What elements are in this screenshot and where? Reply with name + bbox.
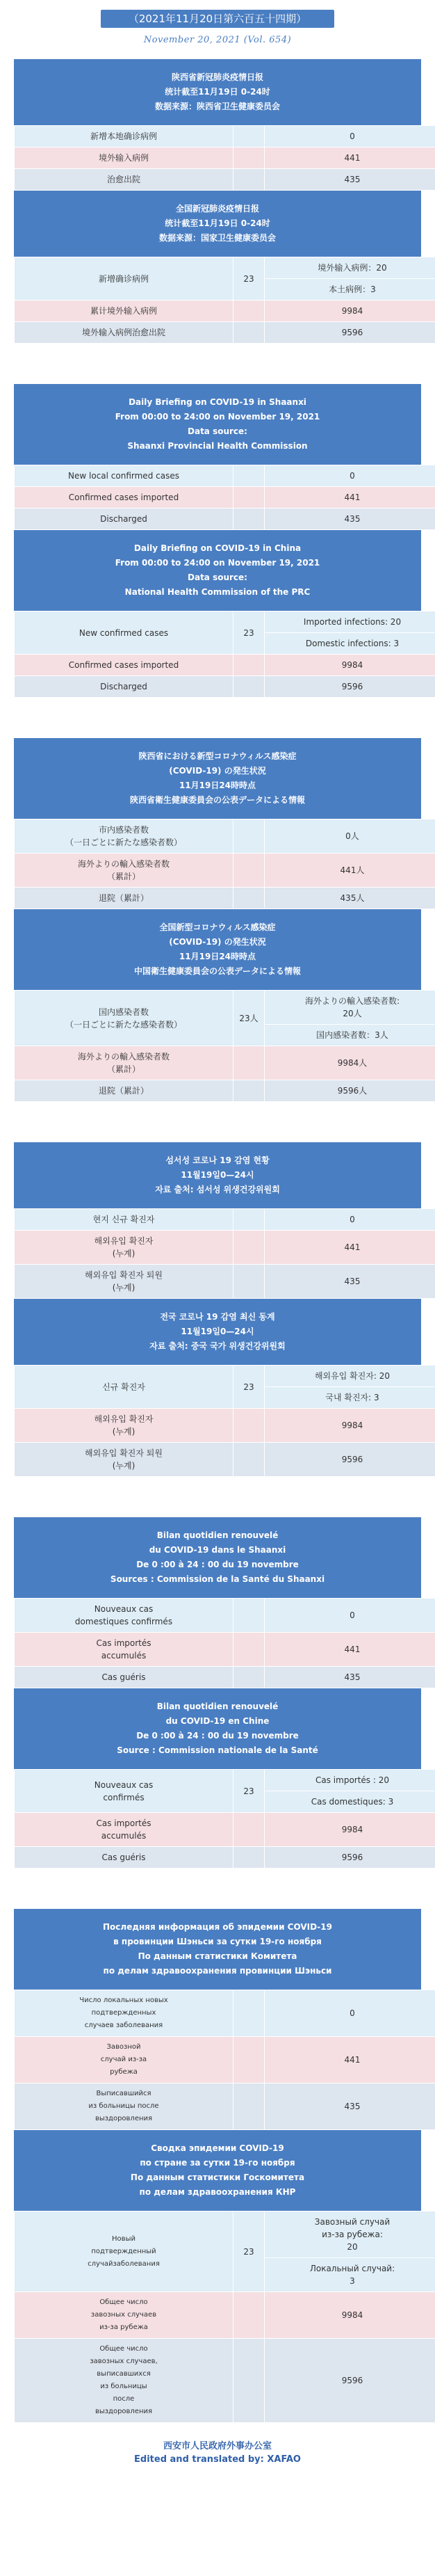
row-label: 현지 신규 확진자 <box>15 1209 233 1231</box>
row-value: 441 <box>265 487 435 509</box>
header-line: Daily Briefing on COVID-19 in China <box>133 543 302 553</box>
shaanxi-header <box>14 738 421 819</box>
issue-line: November 20, 2021 (Vol. 654) <box>143 35 292 45</box>
new-cases-total: 23 <box>233 611 265 655</box>
new-cases-total: 23 <box>233 1366 265 1409</box>
table-row <box>15 301 435 322</box>
header-line: From 00:00 to 24:00 on November 19, 2021 <box>115 558 320 568</box>
header-line: Сводка эпидемии COVID-19 <box>151 2143 284 2153</box>
header-line: 全国新冠肺炎疫情日报 <box>175 204 259 214</box>
section-fr <box>14 1517 421 1869</box>
china-table <box>14 1365 435 1477</box>
table-row <box>15 1813 435 1847</box>
header-line: 陝西省における新型コロナウィルス感染症 <box>138 751 297 761</box>
header-line: 陕西省新冠肺炎疫情日报 <box>171 72 263 82</box>
domestic-cases: Domestic infections: 3 <box>265 633 435 655</box>
table-row <box>15 126 435 147</box>
table-row <box>15 1080 435 1102</box>
header-line: du COVID-19 en Chine <box>165 1716 270 1726</box>
row-value: 0 <box>265 465 435 487</box>
row-value: 9984 <box>265 1813 435 1847</box>
imported-cases: Imported infections: 20 <box>265 611 435 633</box>
row-spacer <box>233 1209 265 1231</box>
shaanxi-table <box>14 1208 435 1299</box>
imported-cases: 海外よりの輸入感染者数: 20人 <box>265 991 435 1025</box>
row-spacer <box>233 819 265 854</box>
bulletin-content <box>0 59 435 2423</box>
china-header <box>14 909 421 990</box>
header-line: Data source: <box>188 573 247 582</box>
footer-credit: Edited and translated by: XAFAO <box>134 2454 301 2465</box>
header-line: 数据来源：陕西省卫生健康委员会 <box>154 102 280 111</box>
row-spacer <box>233 888 265 909</box>
header-line: Bilan quotidien renouvelé <box>156 1702 279 1711</box>
row-value: 441 <box>265 2037 435 2083</box>
table-row <box>15 676 435 698</box>
section-zh <box>14 59 421 344</box>
header-line: National Health Commission of the PRC <box>124 587 311 597</box>
table-row <box>15 991 435 1025</box>
shaanxi-header <box>14 384 421 465</box>
new-cases-label: Новый подтвержденный случайзаболевания <box>15 2211 233 2292</box>
row-spacer <box>233 655 265 676</box>
china-table <box>14 990 435 1102</box>
row-spacer <box>233 301 265 322</box>
shaanxi-header <box>14 59 421 125</box>
china-table <box>14 1769 435 1869</box>
row-label: 新增本地确诊病例 <box>15 126 233 147</box>
row-value: 9596人 <box>265 1080 435 1102</box>
row-value: 9596 <box>265 1847 435 1869</box>
date-banner: （2021年11月20日第六百五十四期） <box>101 10 334 28</box>
footer-office: 西安市人民政府外事办公室 <box>163 2441 272 2451</box>
row-spacer <box>233 1265 265 1299</box>
row-value: 435 <box>265 1667 435 1688</box>
row-spacer <box>233 1409 265 1443</box>
header-line: 11월19일0—24시 <box>181 1170 254 1180</box>
table-row <box>15 322 435 344</box>
row-spacer <box>233 854 265 888</box>
header-line: 统计截至11月19日 0-24时 <box>165 87 270 97</box>
row-value: 0 <box>265 1209 435 1231</box>
header-line: 섬서성 코로나 19 감염 현황 <box>165 1155 270 1165</box>
table-row <box>15 1209 435 1231</box>
row-spacer <box>233 2083 265 2130</box>
table-row <box>15 888 435 909</box>
header-line: From 00:00 to 24:00 on November 19, 2021 <box>115 412 320 422</box>
table-row <box>15 1667 435 1688</box>
china-header <box>14 530 421 611</box>
row-label: 境外输入病例 <box>15 147 233 169</box>
row-spacer <box>233 322 265 344</box>
header-line: в провинции Шэньси за сутки 19-го ноября <box>113 1937 322 1946</box>
table-row <box>15 1847 435 1869</box>
new-cases-total: 23 <box>233 257 265 301</box>
shaanxi-table <box>14 1598 435 1688</box>
row-spacer <box>233 487 265 509</box>
row-label: 市内感染者数 （一日ごとに新たな感染者数） <box>15 819 233 854</box>
header-line: Daily Briefing on COVID-19 in Shaanxi <box>129 397 306 407</box>
row-value: 441 <box>265 1231 435 1265</box>
row-spacer <box>233 1443 265 1477</box>
header-line: De 0 :00 à 24 : 00 du 19 novembre <box>136 1731 299 1741</box>
row-label: Завозной случай из-за рубежа <box>15 2037 233 2083</box>
row-value: 0 <box>265 126 435 147</box>
new-cases-total: 23 <box>233 2211 265 2292</box>
row-value: 441 <box>265 1633 435 1667</box>
header-line: 11月19日24時時点 <box>179 781 256 790</box>
row-spacer <box>233 1633 265 1667</box>
section-en <box>14 384 421 698</box>
imported-cases: 해외유입 확진자: 20 <box>265 1366 435 1387</box>
row-label: Cas guéris <box>15 1847 233 1869</box>
table-row <box>15 1046 435 1080</box>
header-line: Последняя информация об эпидемии COVID-19 <box>103 1922 332 1932</box>
shaanxi-table <box>14 125 435 191</box>
header-line: Source : Commission nationale de la Santé <box>117 1745 318 1755</box>
row-spacer <box>233 1080 265 1102</box>
china-header <box>14 1688 421 1769</box>
row-spacer <box>233 1813 265 1847</box>
table-row <box>15 509 435 530</box>
row-label: 해외유입 확진자 퇴원 (누계) <box>15 1265 233 1299</box>
table-row <box>15 854 435 888</box>
table-row <box>15 2037 435 2083</box>
header-line: 中国衛生健康委員会の公表データによる情報 <box>133 966 301 976</box>
header-line: (COVID-19) の発生状況 <box>169 766 266 776</box>
row-value: 9596 <box>265 676 435 698</box>
header-line: 11월19일0—24시 <box>181 1327 254 1336</box>
row-value: 9984 <box>265 2292 435 2339</box>
row-value: 9596 <box>265 322 435 344</box>
row-value: 435人 <box>265 888 435 909</box>
row-spacer <box>233 2339 265 2423</box>
header-line: по делам здравоохранения КНР <box>139 2187 296 2197</box>
section-gap <box>0 344 435 384</box>
row-label: 退院（累計） <box>15 1080 233 1102</box>
china-header <box>14 2130 421 2211</box>
new-cases-label: Nouveaux cas confirmés <box>15 1770 233 1813</box>
shaanxi-table <box>14 1990 435 2130</box>
row-value: 9984 <box>265 301 435 322</box>
row-label: Nouveaux cas domestiques confirmés <box>15 1599 233 1633</box>
row-label: 治愈出院 <box>15 169 233 191</box>
domestic-cases: 国内感染者数：3人 <box>265 1025 435 1046</box>
row-value: 435 <box>265 169 435 191</box>
header-line: По данным статистики Комитета <box>138 1951 297 1961</box>
section-gap <box>0 1477 435 1517</box>
row-spacer <box>233 126 265 147</box>
table-row <box>15 2211 435 2258</box>
row-label: 境外输入病例治愈出院 <box>15 322 233 344</box>
table-row <box>15 1443 435 1477</box>
table-row <box>15 2083 435 2130</box>
section-ko <box>14 1142 421 1477</box>
china-header <box>14 1299 421 1365</box>
domestic-cases: 국내 확진자: 3 <box>265 1387 435 1409</box>
table-row <box>15 1990 435 2037</box>
row-value: 9984 <box>265 655 435 676</box>
section-gap <box>0 698 435 738</box>
row-label: 海外よりの輸入感染者数 （累計） <box>15 854 233 888</box>
bulletin-page <box>0 10 435 2479</box>
row-label: Confirmed cases imported <box>15 487 233 509</box>
header-line: du COVID-19 dans le Shaanxi <box>149 1545 286 1555</box>
section-ja <box>14 738 421 1102</box>
row-spacer <box>233 1599 265 1633</box>
new-cases-label: 新增确诊病例 <box>15 257 233 301</box>
row-value: 441 <box>265 147 435 169</box>
section-gap <box>0 1869 435 1909</box>
table-row <box>15 147 435 169</box>
header-line: Shaanxi Provincial Health Commission <box>127 441 308 451</box>
header-line: по стране за сутки 19-го ноября <box>140 2158 295 2168</box>
new-cases-label: 신규 확진자 <box>15 1366 233 1409</box>
row-label: Cas importés accumulés <box>15 1633 233 1667</box>
row-value: 441人 <box>265 854 435 888</box>
header-line: По данным статистики Госкомитета <box>130 2173 305 2182</box>
section-ru <box>14 1909 421 2423</box>
row-spacer <box>233 1847 265 1869</box>
row-label: 退院（累計） <box>15 888 233 909</box>
header-line: (COVID-19) の発生状況 <box>169 937 266 947</box>
shaanxi-table <box>14 819 435 909</box>
shaanxi-header <box>14 1142 421 1208</box>
shaanxi-header <box>14 1517 421 1598</box>
table-row <box>15 1770 435 1791</box>
row-spacer <box>233 465 265 487</box>
table-row <box>15 465 435 487</box>
row-value: 0人 <box>265 819 435 854</box>
row-spacer <box>233 676 265 698</box>
imported-cases: Завозный случай из-за рубежа: 20 <box>265 2211 435 2258</box>
row-value: 0 <box>265 1599 435 1633</box>
header-line: 11月19日24時時点 <box>179 952 256 961</box>
footer <box>0 2438 435 2479</box>
row-spacer <box>233 509 265 530</box>
row-label: 해외유입 확진자 (누계) <box>15 1409 233 1443</box>
row-value: 0 <box>265 1990 435 2037</box>
table-row <box>15 487 435 509</box>
row-value: 435 <box>265 1265 435 1299</box>
row-label: Discharged <box>15 509 233 530</box>
new-cases-total: 23人 <box>233 991 265 1046</box>
table-row <box>15 2292 435 2339</box>
row-label: 累计境外输入病例 <box>15 301 233 322</box>
table-row <box>15 611 435 633</box>
header-line: Bilan quotidien renouvelé <box>156 1530 279 1540</box>
row-label: Число локальных новых подтвержденных случаев заболевания <box>15 1990 233 2037</box>
row-spacer <box>233 2037 265 2083</box>
domestic-cases: Cas domestiques: 3 <box>265 1791 435 1813</box>
table-row <box>15 1366 435 1387</box>
header-line: 数据来源：国家卫生健康委员会 <box>158 233 276 243</box>
row-spacer <box>233 147 265 169</box>
table-row <box>15 257 435 279</box>
row-label: 해외유입 확진자 퇴원 (누계) <box>15 1443 233 1477</box>
imported-cases: 境外输入病例：20 <box>265 257 435 279</box>
table-row <box>15 1231 435 1265</box>
shaanxi-table <box>14 465 435 530</box>
domestic-cases: 本土病例：3 <box>265 279 435 301</box>
row-label: 海外よりの輸入感染者数 （累計） <box>15 1046 233 1080</box>
row-value: 9984 <box>265 1409 435 1443</box>
header-line: 자료 출처: 섬서성 위생건강위원회 <box>155 1185 280 1194</box>
row-label: Confirmed cases imported <box>15 655 233 676</box>
table-row <box>15 819 435 854</box>
table-row <box>15 1633 435 1667</box>
header-line: 자료 출처: 중국 국가 위생건강위원회 <box>149 1341 286 1351</box>
row-label: Выписавшийся из больницы после выздоровления <box>15 2083 233 2130</box>
header-line: 全国新型コロナウィルス感染症 <box>159 922 276 932</box>
table-row <box>15 1599 435 1633</box>
row-label: Cas guéris <box>15 1667 233 1688</box>
row-label: New local confirmed cases <box>15 465 233 487</box>
row-value: 9984人 <box>265 1046 435 1080</box>
new-cases-label: 国内感染者数 （一日ごとに新たな感染者数） <box>15 991 233 1046</box>
row-label: Cas importés accumulés <box>15 1813 233 1847</box>
header-line: по делам здравоохранения провинции Шэньси <box>103 1966 332 1976</box>
row-spacer <box>233 1231 265 1265</box>
header-line: 统计截至11月19日 0-24时 <box>165 218 270 228</box>
header-line: De 0 :00 à 24 : 00 du 19 novembre <box>136 1560 299 1569</box>
imported-cases: Cas importés : 20 <box>265 1770 435 1791</box>
row-spacer <box>233 1667 265 1688</box>
row-label: Общее число завозных случаев, выписавшихся из больницы после выздоровления <box>15 2339 233 2423</box>
china-table <box>14 611 435 698</box>
table-row <box>15 2339 435 2423</box>
table-row <box>15 1265 435 1299</box>
header-line: 전국 코로나 19 감염 최신 동계 <box>160 1312 275 1322</box>
row-spacer <box>233 169 265 191</box>
table-row <box>15 1409 435 1443</box>
row-label: Общее число завозных случаев из-за рубежа <box>15 2292 233 2339</box>
domestic-cases: Локальный случай: 3 <box>265 2258 435 2292</box>
china-header <box>14 191 421 257</box>
table-row <box>15 655 435 676</box>
new-cases-total: 23 <box>233 1770 265 1813</box>
section-gap <box>0 1102 435 1142</box>
header-line: 陝西省衛生健康委員会の公表データによる情報 <box>129 795 305 805</box>
row-value: 435 <box>265 509 435 530</box>
shaanxi-header <box>14 1909 421 1990</box>
row-label: Discharged <box>15 676 233 698</box>
row-spacer <box>233 1990 265 2037</box>
new-cases-label: New confirmed cases <box>15 611 233 655</box>
header-line: Sources : Commission de la Santé du Shaanxi <box>110 1574 325 1584</box>
china-table <box>14 2211 435 2423</box>
row-value: 9596 <box>265 2339 435 2423</box>
row-value: 435 <box>265 2083 435 2130</box>
row-label: 해외유입 확진자 (누계) <box>15 1231 233 1265</box>
row-value: 9596 <box>265 1443 435 1477</box>
china-table <box>14 257 435 344</box>
row-spacer <box>233 2292 265 2339</box>
header-line: Data source: <box>188 426 247 436</box>
row-spacer <box>233 1046 265 1080</box>
table-row <box>15 169 435 191</box>
